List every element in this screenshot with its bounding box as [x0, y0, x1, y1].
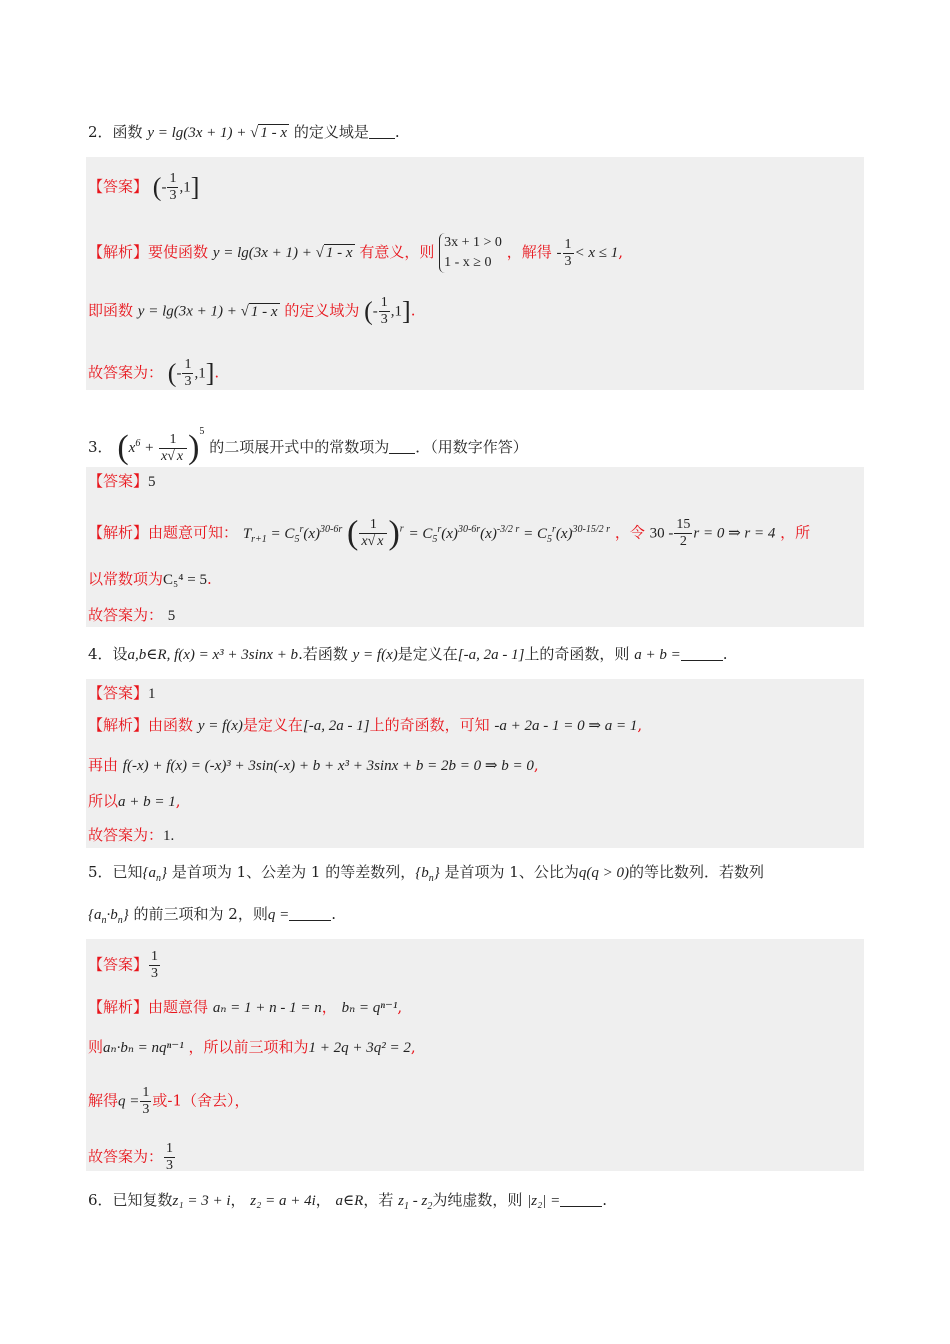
question-4-answer-block — [86, 679, 864, 848]
final-answer-line: 故答案为： 5 — [88, 606, 176, 624]
question-3-answer-block — [86, 467, 864, 627]
question-5-stem: 5．已知$\{a_n\}$ 是首项为 1、公差为 1 的等差数列，$\{b_n\}$ 是首项为 1、公比为q(q > 0)的等比数列．若数列 $\{a_n\cdot b_n\}$ 的前三项和为 2，则q = . — [88, 863, 764, 926]
analysis-line-3: 所以a + b = 1, — [88, 792, 181, 810]
question-3-stem: 3． ($x^6$ + $\frac{1}{x√ x}$ )$^5$ 的二项展开式中的常数项为 ．（用数字作答） — [88, 426, 528, 466]
question-2-stem: 2．函数 y = lg(3x + 1) + √ 1 - x 的定义域是 . — [88, 123, 400, 141]
question-2-formula: y = lg(3x + 1) + √ 1 - x — [147, 125, 288, 141]
analysis-line-2: 即函数 y = lg(3x + 1) + √ 1 - x 的定义域为 (- $\frac{1}{3}$ ,1]. — [88, 295, 416, 327]
analysis-line-1: 【解析】要使函数 y = lg(3x + 1) + √ 1 - x 有意义，则 3x + 1 > 0 1 - x ≥ 0 ，解得 - $\frac{1}{3}$ < x ≤ 1, — [88, 233, 623, 273]
answer-line: 【答案】5 — [88, 472, 156, 490]
analysis-line-3: 解得q = $\frac{1}{3}$ 或-1（舍去）， — [88, 1085, 250, 1117]
question-2-answer-block — [86, 157, 864, 390]
answer-line: 【答案】 $\frac{1}{3}$ — [88, 949, 159, 981]
analysis-line-2: 以常数项为C₅⁴ = 5. — [88, 570, 212, 588]
answer-blank — [389, 439, 415, 454]
question-5-answer-block — [86, 939, 864, 1171]
answer-blank — [369, 124, 395, 139]
answer-blank — [681, 646, 723, 661]
analysis-line-1: 【解析】由函数 y = f(x)是定义在[-a, 2a - 1]上的奇函数，可知 -a + 2a - 1 = 0 ⇒ a = 1, — [88, 716, 643, 734]
final-answer-line: 故答案为： (- $\frac{1}{3}$ ,1]. — [88, 357, 220, 389]
final-answer-line: 故答案为： $\frac{1}{3}$ — [88, 1141, 174, 1173]
question-6-stem: 6．已知复数z₁ = 3 + i， z₂ = a + 4i， a∈R，若 $z_1 - z_2$为纯虚数，则 |z₂| = . — [88, 1191, 608, 1212]
analysis-line-1: 【解析】由题意可知： $T_{r+1} = C_5^r(x)^{30-6r}$ ( $\frac{1}{x√ x}$ )$^r = C_5^r(x)^{30-6r}(x)^{-3/2 r} = C_5^r(x)^{30-15/2 r}$ ，令 30 - $\frac{15}{2}$ r = 0 ⇒ r = 4 ，所 — [88, 514, 811, 552]
analysis-line-2: 则aₙ·bₙ = nqⁿ⁻¹ ，所以前三项和为1 + 2q + 3q² = 2, — [88, 1038, 416, 1056]
final-answer-line: 故答案为：1. — [88, 826, 175, 844]
inequality-system: 3x + 1 > 0 1 - x ≥ 0 — [439, 233, 502, 273]
answer-line: 【答案】 (- $\frac{1}{3}$ ,1] — [88, 171, 200, 203]
question-4-stem: 4．设a,b∈R, f(x) = x³ + 3sinx + b.若函数 y = f(x)是定义在[-a, 2a - 1]上的奇函数，则 a + b = . — [88, 645, 728, 663]
answer-blank — [289, 906, 331, 921]
analysis-line-2: 再由 f(-x) + f(x) = (-x)³ + 3sin(-x) + b + x³ + 3sinx + b = 2b = 0 ⇒ b = 0, — [88, 756, 539, 774]
answer-line: 【答案】1 — [88, 684, 156, 702]
answer-blank — [560, 1192, 602, 1207]
analysis-line-1: 【解析】由题意得 aₙ = 1 + n - 1 = n， bₙ = qⁿ⁻¹, — [88, 998, 403, 1016]
